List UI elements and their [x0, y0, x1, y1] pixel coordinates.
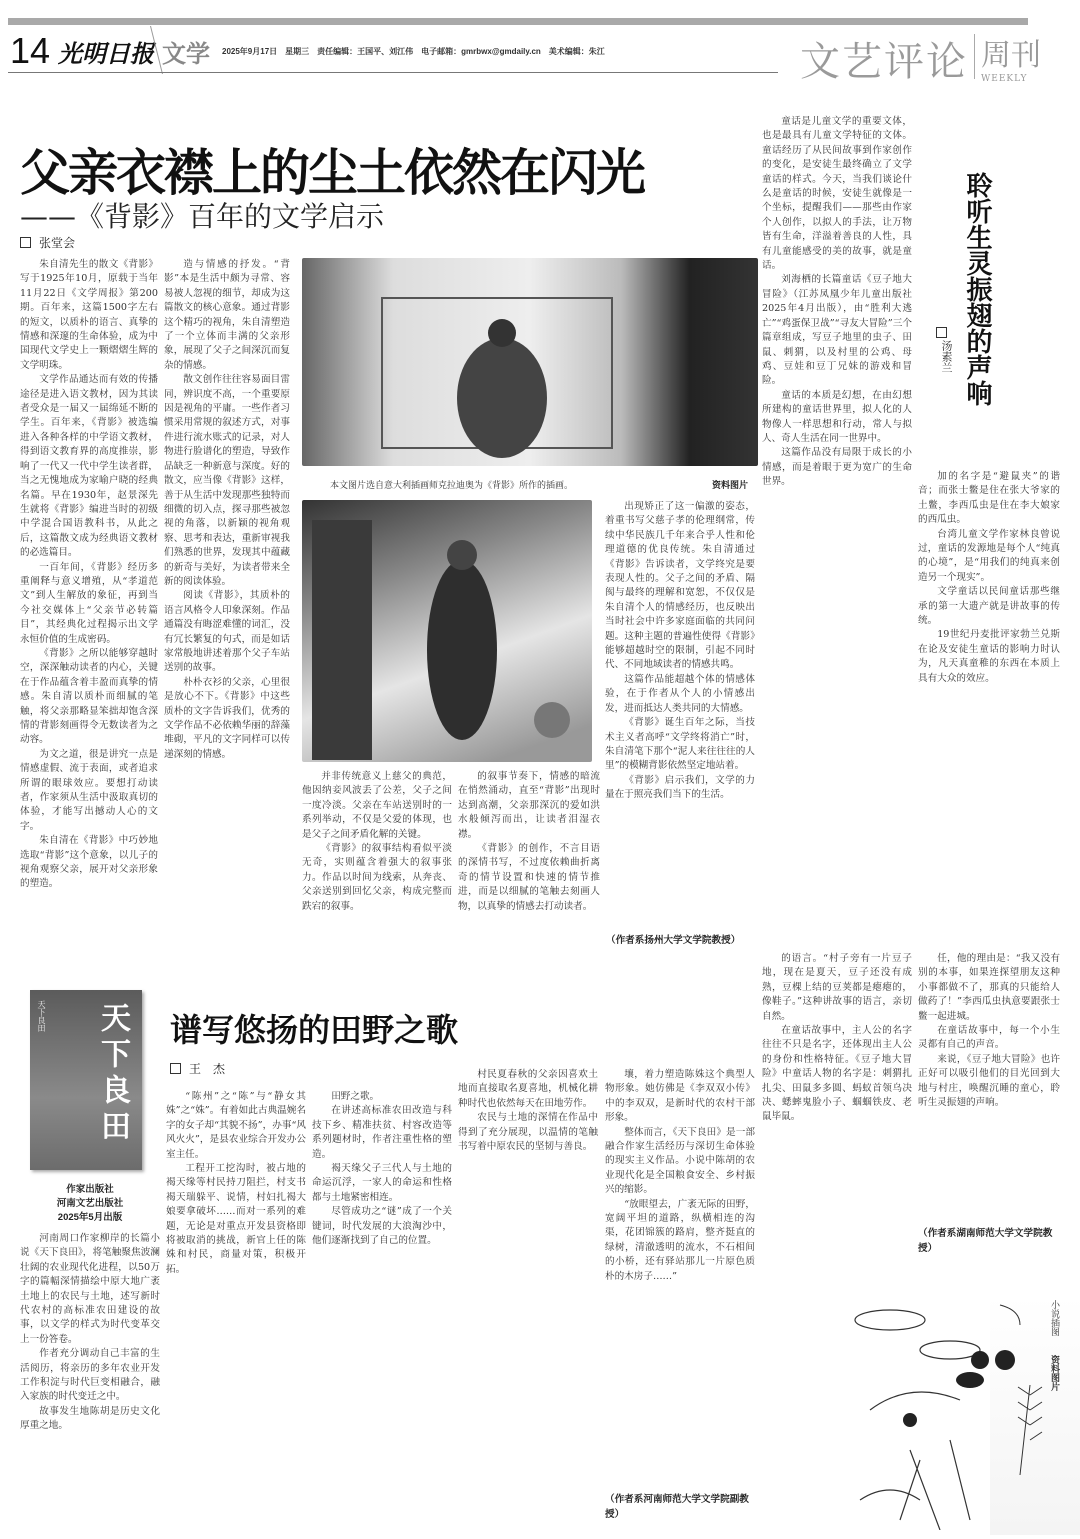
article1-column	[20, 258, 158, 950]
image-credit: 资料图片	[712, 480, 749, 490]
paragraph: 童话的本质是幻想，在由幻想所建构的童话世界里，拟人化的人物像人一样思想和行动，常人与拟人、奇人生活在同一世界中。	[762, 389, 912, 444]
article1-author: 张堂会	[39, 236, 76, 250]
illustration-station-scene	[302, 500, 592, 762]
paragraph: 19世纪丹麦批评家勃兰兑斯在论及安徒生童话的影响力时认为，凡天真童稚的东西在本质上具有大众的效应。	[918, 629, 1060, 684]
paragraph: 的叙事节奏下，情感的暗流在悄然涌动，直至“背影”出现时达到高潮，父亲那深沉的爱如洪水般倾泻而出，让读者泪湿衣襟。	[458, 771, 600, 840]
section-name: 文学	[162, 41, 210, 68]
paragraph: 文学作品通达而有效的传播途径是进入语文教材，因为其读者受众是一届又一届绵延不断的学生。百年来，《背影》被选编进入各种各样的中学语文教材，得到语文教育界的高度推崇，影响了一代又一代中学生读者群，当之无愧地成为家喻户晓的经典名篇。早在1930年，赵景深先生就将《背影》编进当时的初级中学混合国语教科书，从此之后，这篇散文成为经典语文教材的必选篇目。	[20, 374, 158, 559]
paragraph: 朴朴衣衫的父亲，心里很是放心不下。《背影》中这些质朴的文字告诉我们，优秀的文学作品不必依赖华丽的辞藻堆砌，平凡的文字同样可以传递深刻的情感。	[164, 676, 290, 760]
article2-title: 谱写悠扬的田野之歌	[170, 1011, 459, 1049]
article3-column	[918, 470, 1060, 945]
article1-column	[458, 770, 600, 948]
publication-date: 2025年5月出版	[57, 1212, 123, 1223]
illustration-credit: 资料图片	[1049, 1355, 1059, 1391]
article2-affiliation: （作者系河南师范大学文学院副教授）	[605, 1494, 749, 1520]
book-spine-title: 天下良田	[37, 1000, 46, 1032]
paragraph: 造与情感的抒发。“背影”本是生活中颇为寻常、容易被人忽视的细节，却成为这篇散文的核心意象。通过背影这个精巧的视角，朱自清塑造了一个立体而丰满的父亲形象，展现了父子之间深沉而复杂的情感。	[164, 259, 290, 371]
illustration-sketch	[302, 500, 592, 762]
paragraph: 并非传统意义上慈父的典范，他因纳妾风波丢了公差，父子之间一度冷淡。父亲在车站送别时的一系列举动，不仅是父爱的体现，也是父子之间矛盾化解的关键。	[302, 771, 452, 840]
paragraph: 童话是儿童文学的重要文体，也是最具有儿童文学特征的文体。童话经历了从民间故事到作家创作的变化，是安徒生最终确立了文学童话的样式。今天，当我们谈论什么是童话的时候，安徒生就像是一个坐标，提醒我们——那些由作家个人创作，以拟人的手法，让万物皆有生命，洋溢着善良的人性，具有儿童能感受的美的故事，就是童话。	[762, 116, 912, 272]
insect-illustration	[850, 1290, 990, 1530]
publisher-line: 作家出版社	[66, 1184, 114, 1195]
article3-column	[762, 115, 912, 945]
paragraph: 朱自清在《背影》中巧妙地选取“背影”这个意象，以儿子的视角观察父亲，展开对父亲形象的塑造。	[20, 835, 158, 890]
paragraph: 的语言。“村子旁有一片豆子地，现在是夏天，豆子还没有成熟，豆棵上结的豆荚都是瘪瘪的，像鞋子。”这种讲故事的语言，亲切自然。	[762, 953, 912, 1022]
paragraph: 在童话故事中，每一个小生灵都有自己的声音。	[918, 1025, 1060, 1051]
paragraph: 整体而言，《天下良田》是一部融合作家生活经历与深切生命体验的现实主义作品。小说中陈胡的农业现代化是全国粮食安全、乡村振兴的缩影。	[605, 1126, 755, 1196]
paragraph: 村民夏春秋的父亲因喜欢土地而直接取名夏喜地，机械化耕种时代也依然每天在田地劳作。	[458, 1069, 598, 1109]
paragraph: 农民与土地的深情在作品中得到了充分展现，以温情的笔触书写着中原农民的坚韧与善良。	[458, 1112, 598, 1153]
article1-affiliation: （作者系扬州大学文学院教授）	[606, 935, 741, 946]
book-cover-title: 天下良田	[95, 1002, 130, 1146]
image-caption: 本文图片选自意大利插画师克拉迪奥为《背影》所作的插画。	[330, 481, 574, 491]
article1-title: 父亲衣襟上的尘土依然在闪光	[20, 143, 644, 202]
issue-meta: 2025年9月17日 星期三 责任编辑：王国平、刘江伟 电子邮箱：gmrbwx@gmdaily.cn 美术编辑：朱江	[222, 47, 605, 56]
paragraph: 这篇作品能超越个体的情感体验，在于作者从个人的小情感出发，进而抵达人类共同的大情感。	[605, 673, 755, 714]
paragraph: 阅读《背影》，其质朴的语言风格令人印象深刻。作品通篇没有晦涩难懂的词汇，没有冗长繁复的句式，而是如话家常般地讲述着那个父子车站送别的故事。	[164, 590, 290, 674]
paragraph: 文学童话以民间童话那些继承的第一大遗产就是讲故事的传统。	[918, 586, 1060, 627]
article1-column	[164, 258, 290, 950]
weekly-label-group	[981, 30, 1041, 84]
paragraph: 在童话故事中，主人公的名字往往不只是名字，还体现出主人公的身份和性格特征。《豆子地大冒险》中童话人物的名字是：刺猬扎扎尖、田鼠多多圆、蚂蚁首领乌决决、蟋蟀鬼脸小子、蝈蝈铁皮、老鼠毕鼠。	[762, 1025, 912, 1123]
article3-title: 聆听生灵振翅的声响	[962, 172, 992, 406]
paragraph: 《背影》启示我们，文学的力量在于照亮我们当下的生活。	[605, 774, 755, 801]
paragraph: 台湾儿童文学作家林良曾说过，童话的发源地是每个人“纯真的心境”，是“用我们的纯真来创造另一个现实”。	[918, 528, 1060, 583]
paragraph: 工程开工挖沟时，被占地的褐天缘等村民持刀阻拦，村支书褐天瑞躲平、说情，村妇扎褐大娘要拿破坏……而对一系列的难题，无论是对重点开发县资格即将被取消的挑战，新官上任的陈姝和村民，商量对策，积极开拓。	[166, 1163, 306, 1275]
article2-byline	[170, 1060, 225, 1077]
weekly-masthead	[800, 30, 1041, 87]
publisher-line: 河南文艺出版社	[56, 1198, 124, 1209]
paragraph: 田野之歌。	[331, 1091, 380, 1102]
paragraph: 朱自清先生的散文《背影》写于1925年10月，原载于当年11月22日《文学周报》第200期。百年来，这篇1500字左右的短文，以质朴的语言、真挚的情感和深邃的生命体验，成为中国现代文学史上一颗熠熠生辉的文学明珠。	[20, 259, 158, 371]
paragraph: 刘海栖的长篇童话《豆子地大冒险》（江苏凤凰少年儿童出版社2025年4月出版），由“胜利大逃亡”“鸡蛋保卫战”“寻友大冒险”三个篇章组成，写豆子地里的虫子、田鼠、刺猬，以及村里的公鸡、母鸡、豆娃和豆丁兄妹的游戏和冒险。	[762, 274, 912, 387]
paragraph: 为文之道，很是讲究一点是情感虚假、流于表面，或者追求所谓的眼球效应。要想打动读者，作家须从生活中汲取真切的体验，才能写出撼动人心的文字。	[20, 748, 158, 832]
paragraph: 《背影》之所以能够穿越时空，深深触动读者的内心，关键在于作品蕴含着丰盈而真挚的情感。朱自清以质朴而细腻的笔触，将父亲那略显笨拙却饱含深情的背影刻画得令无数读者为之动容。	[20, 647, 158, 746]
paragraph: 出现矫正了这一偏激的姿态，着重书写父慈子孝的伦理纲常，传续中华民族几千年来合乎人性和伦理道德的优良传统。朱自清通过《背影》告诉读者，文学终究是要表现人性的。父子之间的矛盾、隔阂与最终的理解和宽恕，不仅仅是朱自清个人的情感经历，也反映出当时社会中许多家庭面临的共同问题。这种主题的普遍性使得《背影》能够超越时空的限制，引起不同时代、不同地域读者的情感共鸣。	[605, 501, 755, 671]
article3-author: 汤素兰	[940, 340, 953, 373]
weekly-title: 文艺评论	[800, 39, 968, 85]
masthead-divider	[974, 34, 975, 79]
article2-column	[458, 1068, 598, 1532]
paragraph: 河南周口作家柳岸的长篇小说《天下良田》，将笔触聚焦波澜壮阔的农业现代化进程，以50万字的篇幅深情描绘中原大地广袤土地上的农民与土地，述写新时代农村的高标准农田建设的故事，以文学的样式为时代变革交上一份答卷。	[20, 1233, 160, 1345]
paragraph: 加的名字是“避鼠夹”的谐音；而张士鳖是住在张大爷家的土鳖，李西瓜虫是住在李大娘家的西瓜虫。	[918, 471, 1060, 526]
top-rule	[8, 18, 1028, 25]
paragraph: “放眼望去，广袤无际的田野，宽阔平坦的道路，纵横相连的沟渠，花团锦簇的路肩，整齐挺直的绿树，清澈透明的流水，不石相间的小桥，还有驿站那儿一片原色质朴的木房子……”	[605, 1198, 755, 1282]
illustration-caption: 小说插图	[1049, 1300, 1059, 1336]
article3-column	[762, 952, 912, 1254]
paragraph: 故事发生地陈胡是历史文化厚重之地。	[20, 1405, 160, 1432]
article3-affiliation: （作者系湖南师范大学文学院教授）	[918, 1228, 1053, 1254]
paragraph: 《背影》的创作，不言目语的深情书写，不过度依赖曲折离奇的情节设置和快速的情节推进，而是以细腻的笔触去刻画人物，以真挚的情感去打动读者。	[458, 843, 600, 912]
paragraph: 尽管成功之“谜”成了一个关键词，时代发展的大浪淘沙中，他们逐渐找到了自己的位置。	[312, 1206, 452, 1247]
paragraph: 《背影》的叙事结构看似平淡无奇，实则蕴含着强大的叙事张力。作品以时间为线索，从奔丧、父亲送别到回忆父亲，构成完整而跌宕的叙事。	[302, 843, 452, 912]
article1-byline	[20, 234, 75, 251]
paragraph: 《背影》诞生百年之际，当技术主义者高呼“文学终将消亡”时，朱自清笔下那个“泥人来往往往的人里”的模糊背影依然坚定地站着。	[605, 717, 755, 772]
weekly-label: 周刊	[981, 38, 1041, 73]
paragraph: 这篇作品没有局限于成长的小情感，而是着眼于更为宽广的生命世界。	[762, 447, 912, 488]
byline-box-icon	[170, 1063, 181, 1074]
article2-column	[312, 1090, 452, 1532]
byline-box-icon	[936, 322, 947, 341]
article2-column	[605, 1068, 755, 1486]
book-publisher-info	[20, 1183, 160, 1225]
article2-column	[20, 1232, 160, 1532]
byline-box-icon	[20, 237, 31, 248]
article2-author: 王 杰	[189, 1062, 226, 1076]
insect-illustration-side	[990, 1295, 1080, 1535]
paragraph: 褐天缘父子三代人与土地的命运沉浮，一家人的命运和性格都与土地紧密相连。	[312, 1163, 452, 1203]
article1-column	[605, 500, 755, 930]
paragraph: 壤，着力塑造陈姝这个典型人物形象。她仿佛是《李双双小传》中的李双双，是新时代的农村干部形象。	[605, 1069, 755, 1124]
paragraph: 散文创作往往容易面目雷同，辨识度不高，一个重要原因是视角的平庸。一些作者习惯采用常规的叙述方式，对事件进行流水账式的记录，对人物进行脸谱化的塑造，导致作品缺乏一种新意与深度。好的散文，应当像《背影》这样，善于从生活中发现那些独特而细微的切入点，探寻那些被忽视的角落，以新颖的视角观察、思考和表达，重新审视我们熟悉的世界，发现其中蕴藏的新奇与美好，为读者带来全新的阅读体验。	[164, 374, 290, 587]
article3-column	[918, 952, 1060, 1211]
illustration-train-window	[302, 258, 758, 466]
page-number: 14	[10, 30, 51, 71]
article1-subtitle: ——《背影》百年的文学启示	[20, 200, 385, 233]
weekly-en: WEEKLY	[981, 74, 1028, 84]
newspaper-logo: 光明日报	[58, 39, 154, 68]
paragraph: 一百年间，《背影》经历多重阐释与意义增殖，从“孝道范文”到人生解放的象征，再到当今社交媒体上“父亲节必转篇目”，其经典化过程揭示出文学永恒价值的生成密码。	[20, 561, 158, 645]
paragraph: 来说，《豆子地大冒险》也许正好可以吸引他们的目光回到大地与村庄，唤醒沉睡的童心，聆听生灵振翅的声响。	[918, 1053, 1060, 1109]
header-rule	[8, 72, 778, 73]
paragraph: 任，他的理由是：“我又没有别的本事，如果连探望朋友这种小事都做不了，那真的只能给人做药了！”李西瓜虫执意要跟张士鳖一起进城。	[918, 953, 1060, 1022]
article2-column	[166, 1090, 306, 1532]
paragraph: 在讲述高标准农田改造与科技下乡、精准扶贫、村容改造等系列题材时，作者注重性格的塑造。	[312, 1105, 452, 1160]
paragraph: 作者充分调动自己丰富的生活阅历，将亲历的多年农业开发工作积淀与时代巨变相融合，融入家族的时代变迁之中。	[20, 1348, 160, 1403]
insect-sketch	[990, 1295, 1080, 1535]
insect-sketch	[850, 1290, 990, 1530]
illustration-sketch	[302, 258, 758, 466]
article1-column	[302, 770, 452, 948]
book-cover	[30, 990, 142, 1170]
paragraph: “陈州”之“陈”与“静女其姝”之“姝”。有着如此古典温婉名字的女子却“其貌不扬”，办事“风风火火”，是县农业综合开发办公室主任。	[166, 1091, 306, 1160]
